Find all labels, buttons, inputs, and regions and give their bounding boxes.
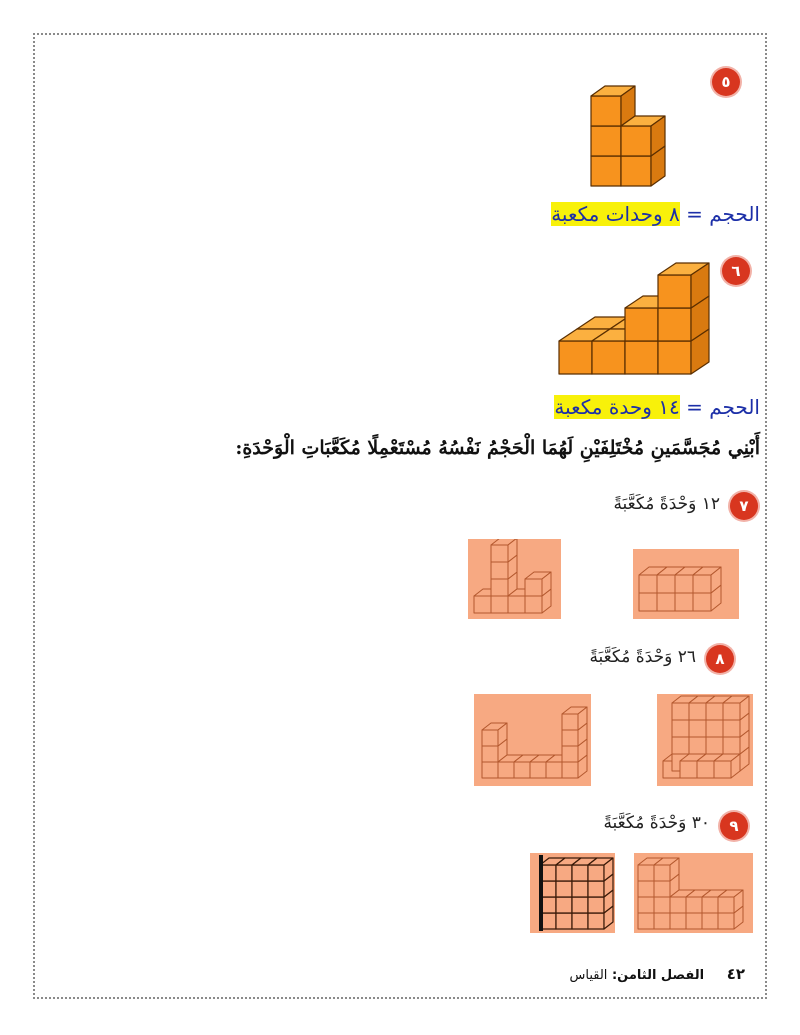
cube-face <box>672 703 689 720</box>
cube-face <box>572 881 588 897</box>
cube-face <box>591 96 621 126</box>
cube-face <box>514 762 530 778</box>
cube-face <box>572 865 588 881</box>
q7-figure-b <box>468 539 561 619</box>
question-7-text: ١٢ وَحْدَةً مُكَعَّبَةً <box>613 494 720 514</box>
question-number-5: ٥ <box>712 68 740 96</box>
dark-edge-bar <box>539 855 543 931</box>
cube-face <box>686 913 702 929</box>
cube-face <box>559 341 592 374</box>
cube-face <box>498 762 514 778</box>
cube-face <box>588 897 604 913</box>
q7-figure-a <box>633 549 739 619</box>
answer-5-value: ٨ وحدات مكعبة <box>551 202 680 226</box>
cube-face <box>675 593 693 611</box>
cube-face <box>491 562 508 579</box>
cube-face <box>562 730 578 746</box>
cube-face <box>657 593 675 611</box>
cube-face <box>491 579 508 596</box>
cube-face <box>592 341 625 374</box>
cube-face <box>718 913 734 929</box>
cube-face <box>672 737 689 754</box>
cube-face <box>723 737 740 754</box>
chapter-topic: القياس <box>569 968 608 983</box>
cube-face <box>591 126 621 156</box>
cube-face <box>482 762 498 778</box>
cube-face <box>639 593 657 611</box>
answer-6 <box>554 395 760 419</box>
cube-face <box>693 593 711 611</box>
cube-face <box>657 575 675 593</box>
cube-face <box>675 575 693 593</box>
question-number-9: ٩ <box>720 812 748 840</box>
cube-face <box>491 545 508 562</box>
chapter-label: الفصل الثامن: <box>611 968 705 983</box>
cube-face <box>572 897 588 913</box>
q9-figure-a <box>634 853 753 933</box>
cube-face <box>625 341 658 374</box>
cube-face <box>658 341 691 374</box>
cube-face <box>638 897 654 913</box>
cube-face <box>723 720 740 737</box>
cube-face <box>706 737 723 754</box>
cube-face <box>625 308 658 341</box>
q8-figure-b-drawing <box>474 694 591 786</box>
q8-figure-a <box>657 694 753 786</box>
cube-face <box>562 714 578 730</box>
cube-face <box>546 762 562 778</box>
cube-face <box>672 720 689 737</box>
cube-figure-6 <box>555 248 715 378</box>
q9-figure-a-drawing <box>634 853 753 933</box>
cube-face <box>525 596 542 613</box>
cube-face <box>588 881 604 897</box>
cube-face <box>508 596 525 613</box>
cube-face <box>670 897 686 913</box>
cube-face <box>689 720 706 737</box>
question-number-6: ٦ <box>722 257 750 285</box>
cube-figure-5 <box>585 80 685 190</box>
cube-face <box>491 596 508 613</box>
q9-figure-b-drawing <box>530 853 615 933</box>
q7-figure-b-drawing <box>468 539 561 619</box>
cube-face <box>562 762 578 778</box>
cube-face <box>723 703 740 720</box>
cube-face <box>654 897 670 913</box>
instruction-text: أَبْنِي مُجَسَّمَينِ مُخْتَلِفَيْنِ لَهُمَا الْحَجْمُ نَفْسُهُ مُسْتَعْمِلًا مُكَعَّبَاتِ الْوَحْدَةِ: <box>235 437 760 459</box>
cube-face <box>689 703 706 720</box>
cube-face <box>718 897 734 913</box>
cube-face <box>621 156 651 186</box>
cube-face <box>588 865 604 881</box>
cube-face <box>591 156 621 186</box>
cube-face <box>654 881 670 897</box>
cube-face <box>654 865 670 881</box>
answer-5 <box>551 202 760 226</box>
cube-face <box>706 720 723 737</box>
cube-face <box>638 865 654 881</box>
cube-face <box>474 596 491 613</box>
q9-figure-b <box>530 853 615 933</box>
cube-face <box>572 913 588 929</box>
cube-face <box>562 746 578 762</box>
answer-5-label: الحجم = <box>686 202 760 226</box>
q7-figure-a-drawing <box>633 549 739 619</box>
answer-6-value: ١٤ وحدة مكعبة <box>554 395 680 419</box>
cube-face <box>556 913 572 929</box>
cube-face <box>588 913 604 929</box>
cube-face <box>556 897 572 913</box>
cube-face <box>638 913 654 929</box>
q8-figure-a-drawing <box>657 694 753 786</box>
cube-face <box>686 897 702 913</box>
question-number-8: ٨ <box>706 645 734 673</box>
cube-face <box>525 579 542 596</box>
cube-face <box>621 126 651 156</box>
cube-face <box>654 913 670 929</box>
cube-face <box>556 865 572 881</box>
cube-face <box>702 913 718 929</box>
cube-face <box>482 746 498 762</box>
q8-figure-b <box>474 694 591 786</box>
cube-face <box>697 761 714 778</box>
cube-face <box>638 881 654 897</box>
cube-face <box>556 881 572 897</box>
cube-face <box>680 761 697 778</box>
cube-face <box>714 761 731 778</box>
cube-face <box>639 575 657 593</box>
cube-face <box>530 762 546 778</box>
cube-face <box>693 575 711 593</box>
question-9-text: ٣٠ وَحْدَةً مُكَعَّبَةً <box>603 813 710 833</box>
cube-face <box>658 308 691 341</box>
footer <box>570 965 746 983</box>
question-number-7: ٧ <box>730 492 758 520</box>
cube-face <box>689 737 706 754</box>
cube-face <box>702 897 718 913</box>
cube-face <box>670 913 686 929</box>
page-number: ٤٢ <box>726 965 745 983</box>
cube-face <box>658 275 691 308</box>
question-8-text: ٢٦ وَحْدَةً مُكَعَّبَةً <box>589 647 696 667</box>
cube-face <box>482 730 498 746</box>
cube-face <box>706 703 723 720</box>
answer-6-label: الحجم = <box>686 395 760 419</box>
